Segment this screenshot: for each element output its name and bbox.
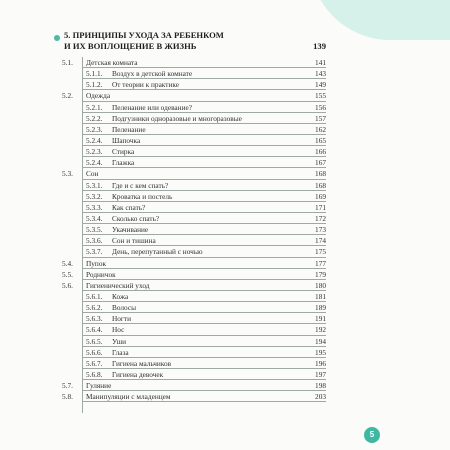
- toc-entry-number: 5.2.4.: [86, 135, 103, 145]
- toc-entry: [62, 68, 326, 79]
- toc-entry-title: Гуляние: [86, 381, 112, 391]
- toc-entry: [62, 269, 326, 280]
- page-number-badge: 5: [364, 427, 380, 443]
- toc-entry-page: 179: [315, 269, 326, 279]
- toc-entry-page: 192: [315, 325, 326, 335]
- toc-entry-title: Подгузники одноразовые и многоразовые: [112, 113, 242, 123]
- toc-entry-title: Манипуляции с младенцем: [86, 392, 171, 402]
- toc-entry-page: 149: [315, 80, 326, 90]
- toc-entry-page: 143: [315, 69, 326, 79]
- toc-entry-page: 165: [315, 135, 326, 145]
- toc-entry-title: Детская комната: [86, 58, 138, 67]
- toc-entry-number: 5.3.7.: [86, 247, 103, 257]
- toc-entry-title: Нос: [112, 325, 125, 335]
- toc-entry-title: Пупок: [86, 258, 107, 268]
- toc-entry-title: Глаза: [112, 347, 129, 357]
- toc-entry-title: Пеленание или одевание?: [112, 102, 192, 112]
- toc-entry-number: 5.2.: [62, 91, 73, 101]
- toc-entry-number: 5.1.2.: [86, 80, 103, 90]
- toc-entry-title: Кроватка и постель: [112, 191, 173, 201]
- section-title-row-2: [54, 41, 326, 52]
- toc-entry-number: 5.6.7.: [86, 358, 103, 368]
- toc-entry: [62, 224, 326, 235]
- toc-entry-title: Ногти: [112, 314, 132, 324]
- toc-entry: [62, 113, 326, 124]
- toc-entry-number: 5.3.5.: [86, 225, 103, 235]
- toc-entry-number: 5.3.4.: [86, 213, 103, 223]
- toc-entry: [62, 291, 326, 302]
- toc-entry-title: Как спать?: [112, 202, 146, 212]
- toc-entry-title: Стирка: [112, 147, 135, 157]
- toc-entry-title: Волосы: [112, 303, 137, 313]
- toc-entry-title: День, перепутанный с ночью: [112, 247, 203, 257]
- toc-entry-title: Глажка: [112, 158, 135, 168]
- toc-entry: [62, 157, 326, 168]
- toc-entry: [62, 246, 326, 257]
- toc-entry-number: 5.3.6.: [86, 236, 103, 246]
- toc-entry: [62, 347, 326, 358]
- toc-entry-number: 5.7.: [62, 381, 73, 391]
- toc-entry-page: 157: [315, 113, 326, 123]
- toc-entry-number: 5.6.4.: [86, 325, 103, 335]
- section-title-line-2: И ИХ ВОПЛОЩЕНИЕ В ЖИЗНЬ: [64, 41, 197, 51]
- toc-entry: [62, 57, 326, 68]
- toc-entry-title: Одежда: [86, 91, 111, 101]
- toc-entry-number: 5.6.: [62, 280, 73, 290]
- toc-entry-title: Гигиена мальчиков: [112, 358, 172, 368]
- toc-entry-page: 156: [315, 102, 326, 112]
- section-title-line-1: 5. ПРИНЦИПЫ УХОДА ЗА РЕБЕНКОМ: [64, 30, 224, 40]
- toc-entry-page: 195: [315, 347, 326, 357]
- toc-entry-page: 141: [315, 58, 326, 67]
- toc-entry: [62, 213, 326, 224]
- toc-entry-page: 174: [315, 236, 326, 246]
- toc-entry-page: 198: [315, 381, 326, 391]
- toc-entry: [62, 324, 326, 335]
- toc-entry-number: 5.5.: [62, 269, 73, 279]
- toc-entry-number: 5.6.2.: [86, 303, 103, 313]
- toc-entry: [62, 135, 326, 146]
- toc-entry: [62, 79, 326, 90]
- toc-entry-page: 196: [315, 358, 326, 368]
- toc-entry: [62, 369, 326, 380]
- toc-entry-number: 5.6.3.: [86, 314, 103, 324]
- toc-entry: [62, 202, 326, 213]
- toc-entry-page: 181: [315, 291, 326, 301]
- toc-entry-title: Шапочка: [112, 135, 141, 145]
- toc-entry-number: 5.2.3.: [86, 124, 103, 134]
- toc-entry: [62, 102, 326, 113]
- toc-entry-title: Гигиенический уход: [86, 280, 150, 290]
- toc-entry-page: 189: [315, 303, 326, 313]
- toc-entry-title: Пеленание: [112, 124, 146, 134]
- toc-entry-number: 5.3.3.: [86, 202, 103, 212]
- toc-entry-page: 175: [315, 247, 326, 257]
- toc-entry: [62, 336, 326, 347]
- toc-entry-title: Уши: [112, 336, 127, 346]
- toc-entry-page: 203: [315, 392, 326, 402]
- toc-entry-title: Воздух в детской комнате: [112, 69, 193, 79]
- toc-entry-number: 5.1.: [62, 58, 73, 67]
- toc-entry: [62, 191, 326, 202]
- toc-entry: [62, 124, 326, 135]
- section-header: [54, 30, 326, 52]
- toc-entry-number: 5.4.: [62, 258, 73, 268]
- table-of-contents: [62, 57, 326, 402]
- toc-entry: [62, 280, 326, 291]
- toc-entry-title: Сон и тишина: [112, 236, 156, 246]
- toc-entry-number: 5.2.2.: [86, 113, 103, 123]
- toc-entry: [62, 391, 326, 402]
- toc-entry: [62, 235, 326, 246]
- toc-entry-number: 5.3.2.: [86, 191, 103, 201]
- toc-entry-number: 5.8.: [62, 392, 73, 402]
- corner-decoration: [310, 0, 450, 40]
- toc-entry-page: 194: [315, 336, 326, 346]
- toc-entry-number: 5.3.1.: [86, 180, 103, 190]
- toc-entry-page: 168: [315, 169, 326, 179]
- toc-entry-page: 171: [315, 202, 326, 212]
- toc-entry-number: 5.6.8.: [86, 369, 103, 379]
- toc-entry-page: 166: [315, 147, 326, 157]
- toc-entry-title: Сон: [86, 169, 99, 179]
- toc-entry-page: 173: [315, 225, 326, 235]
- toc-entry-number: 5.6.6.: [86, 347, 103, 357]
- toc-entry-page: 191: [315, 314, 326, 324]
- toc-entry: [62, 180, 326, 191]
- toc-entry-title: Гигиена девочек: [112, 369, 164, 379]
- toc-entry-number: 5.6.1.: [86, 291, 103, 301]
- toc-entry-page: 167: [315, 158, 326, 168]
- toc-entry-title: Где и с кем спать?: [112, 180, 169, 190]
- toc-entry-number: 5.2.4.: [86, 158, 103, 168]
- toc-entry-page: 168: [315, 180, 326, 190]
- toc-entry: [62, 146, 326, 157]
- toc-entry-page: 155: [315, 91, 326, 101]
- toc-row-divider: [82, 401, 326, 402]
- toc-entry: [62, 90, 326, 101]
- toc-entry: [62, 380, 326, 391]
- toc-entry-title: Укачивание: [112, 225, 149, 235]
- toc-entry-number: 5.1.1.: [86, 69, 103, 79]
- toc-entry-page: 172: [315, 213, 326, 223]
- toc-entry-title: Родничок: [86, 269, 116, 279]
- toc-entry-title: Сколько спать?: [112, 213, 160, 223]
- toc-entry-title: Кожа: [112, 291, 129, 301]
- section-page-number: 139: [313, 41, 326, 51]
- toc-entry-page: 180: [315, 280, 326, 290]
- toc-entry-page: 197: [315, 369, 326, 379]
- toc-entry: [62, 313, 326, 324]
- toc-entry-page: 162: [315, 124, 326, 134]
- toc-entry-number: 5.2.1.: [86, 102, 103, 112]
- toc-entry-number: 5.6.5.: [86, 336, 103, 346]
- toc-entry-number: 5.2.3.: [86, 147, 103, 157]
- toc-entry: [62, 168, 326, 179]
- toc-entry: [62, 358, 326, 369]
- toc-entry-page: 169: [315, 191, 326, 201]
- toc-entry-page: 177: [315, 258, 326, 268]
- toc-entry: [62, 302, 326, 313]
- toc-entry: [62, 258, 326, 269]
- toc-entry-title: От теории к практике: [112, 80, 179, 90]
- toc-entry-number: 5.3.: [62, 169, 73, 179]
